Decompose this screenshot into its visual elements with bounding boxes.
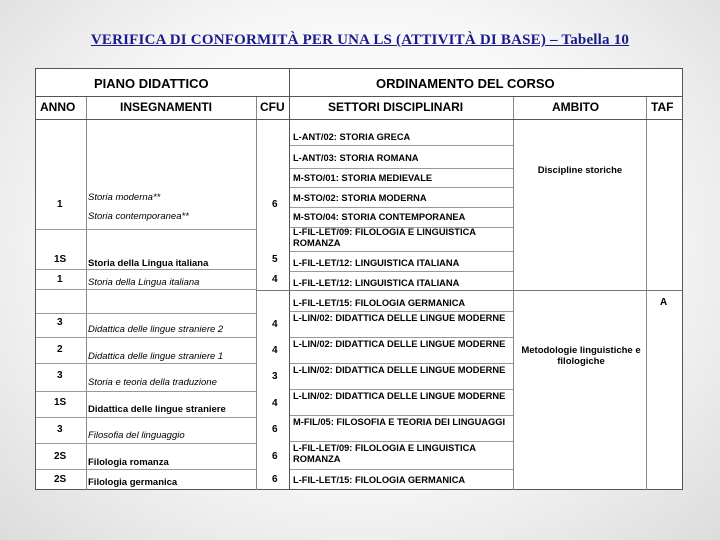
insegnamento-cell: Didattica delle lingue straniere 2 — [88, 324, 224, 335]
col-divider-cfu — [289, 69, 290, 490]
col-divider-insegnamenti — [256, 96, 257, 490]
settore-cell: L-FIL-LET/12: LINGUISTICA ITALIANA — [293, 258, 460, 268]
settore-cell: M-STO/04: STORIA CONTEMPORANEA — [293, 212, 466, 222]
anno-cell: 1S — [54, 397, 67, 408]
col-divider-settori — [513, 96, 514, 490]
cfu-cell: 4 — [272, 345, 278, 356]
settore-cell: L-ANT/03: STORIA ROMANA — [293, 153, 419, 163]
anno-cell: 2 — [57, 344, 63, 355]
header-settori: SETTORI DISCIPLINARI — [328, 100, 464, 114]
insegnamento-cell: Storia e teoria della traduzione — [88, 377, 217, 388]
anno-cell: 2S — [54, 451, 67, 462]
cfu-cell: 5 — [272, 254, 278, 265]
header-line-1 — [36, 96, 682, 97]
settore-cell: L-FIL-LET/15: FILOLOGIA GERMANICA — [293, 298, 466, 308]
settore-line — [290, 271, 513, 272]
insegnamento-cell: Filologia romanza — [88, 457, 169, 468]
settore-line — [290, 389, 513, 390]
settore-cell: L-ANT/02: STORIA GRECA — [293, 132, 411, 142]
settore-line — [290, 251, 513, 252]
cfu-cell: 4 — [272, 274, 278, 285]
settore-cell: L-FIL-LET/15: FILOLOGIA GERMANICA — [293, 475, 466, 485]
settore-line — [290, 441, 513, 442]
settore-cell: L-LIN/02: DIDATTICA DELLE LINGUE MODERNE — [293, 391, 506, 401]
row-line — [36, 229, 256, 230]
col-divider-ambito — [646, 96, 647, 490]
settore-cell: L-LIN/02: DIDATTICA DELLE LINGUE MODERNE — [293, 313, 506, 323]
settore-line — [290, 311, 513, 312]
header-line-2 — [36, 119, 682, 120]
settore-cell: M-STO/02: STORIA MODERNA — [293, 193, 427, 203]
row-line — [36, 337, 256, 338]
header-cfu: CFU — [260, 100, 285, 114]
settore-cell: L-LIN/02: DIDATTICA DELLE LINGUE MODERNE — [293, 339, 506, 349]
header-taf: TAF — [651, 100, 674, 114]
cfu-cell: 6 — [272, 474, 278, 485]
insegnamento-cell: Storia della Lingua italiana — [88, 277, 200, 288]
anno-cell: 3 — [57, 317, 63, 328]
settore-cell: L-FIL-LET/09: FILOLOGIA E LINGUISTICA ROMANZA — [293, 227, 476, 248]
anno-cell: 3 — [57, 370, 63, 381]
settore-cell: M-STO/01: STORIA MEDIEVALE — [293, 173, 433, 183]
header-piano-didattico: PIANO DIDATTICO — [94, 76, 209, 91]
settore-cell: L-FIL-LET/12: LINGUISTICA ITALIANA — [293, 278, 460, 288]
settore-line — [290, 363, 513, 364]
cfu-cell: 4 — [272, 398, 278, 409]
insegnamento-cell: Storia moderna** — [88, 192, 161, 203]
header-ordinamento: ORDINAMENTO DEL CORSO — [376, 76, 555, 91]
insegnamento-cell: Filosofia del linguaggio — [88, 430, 185, 441]
row-line — [36, 289, 256, 290]
cfu-cell: 3 — [272, 371, 278, 382]
row-line — [36, 269, 256, 270]
row-line — [36, 469, 256, 470]
insegnamento-cell: Didattica delle lingue straniere 1 — [88, 351, 224, 362]
anno-cell: 2S — [54, 474, 67, 485]
settore-line — [290, 337, 513, 338]
insegnamento-cell: Storia della Lingua italiana — [88, 258, 209, 269]
settore-line — [290, 187, 513, 188]
col-divider-anno — [86, 96, 87, 490]
insegnamento-cell: Storia contemporanea** — [88, 211, 189, 222]
row-line — [36, 417, 256, 418]
anno-cell: 1 — [57, 274, 63, 285]
row-line — [36, 443, 256, 444]
conformity-table — [35, 68, 683, 490]
header-anno: ANNO — [40, 100, 76, 114]
cfu-cell: 6 — [272, 199, 278, 210]
row-line — [36, 313, 256, 314]
row-line — [36, 391, 256, 392]
header-insegnamenti: INSEGNAMENTI — [120, 100, 213, 114]
settore-line — [290, 168, 513, 169]
group-separator — [256, 290, 682, 291]
taf-value: A — [660, 297, 668, 308]
anno-cell: 3 — [57, 424, 63, 435]
anno-cell: 1S — [54, 254, 67, 265]
ambito-metodologie: Metodologie linguistiche e filologiche — [521, 345, 641, 367]
cfu-cell: 6 — [272, 424, 278, 435]
settore-cell: L-LIN/02: DIDATTICA DELLE LINGUE MODERNE — [293, 365, 506, 375]
insegnamento-cell: Filologia germanica — [88, 477, 178, 488]
cfu-cell: 4 — [272, 319, 278, 330]
settore-cell: M-FIL/05: FILOSOFIA E TEORIA DEI LINGUAGGI — [293, 417, 506, 427]
settore-line — [290, 207, 513, 208]
cfu-cell: 6 — [272, 451, 278, 462]
settore-line — [290, 415, 513, 416]
settore-cell: L-FIL-LET/09: FILOLOGIA E LINGUISTICA ROMANZA — [293, 443, 476, 464]
insegnamento-cell: Didattica delle lingue straniere — [88, 404, 226, 415]
page-title: VERIFICA DI CONFORMITÀ PER UNA LS (ATTIVITÀ DI BASE) – Tabella 10 — [90, 32, 630, 48]
anno-cell: 1 — [57, 199, 63, 210]
settore-line — [290, 469, 513, 470]
settore-line — [290, 145, 513, 146]
row-line — [36, 363, 256, 364]
header-ambito: AMBITO — [552, 100, 600, 114]
ambito-discipline-storiche: Discipline storiche — [537, 165, 623, 176]
